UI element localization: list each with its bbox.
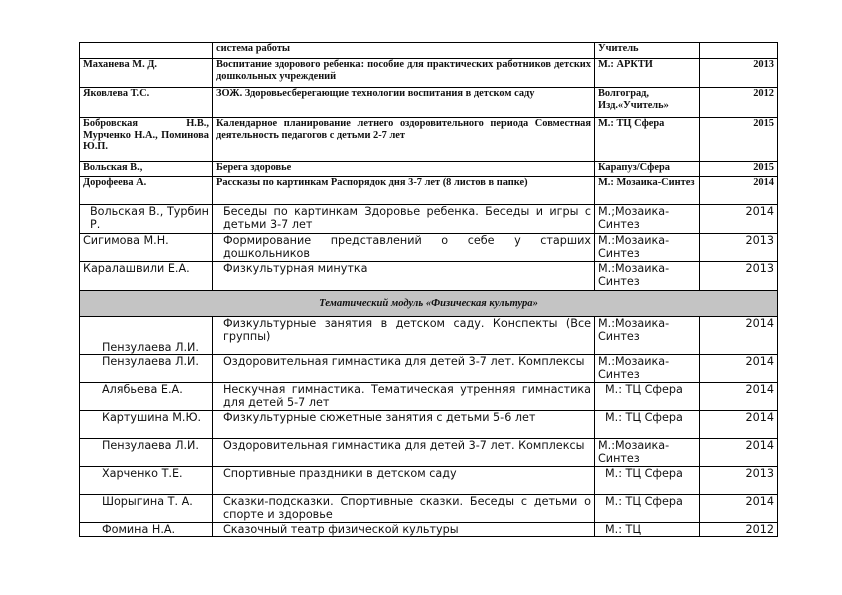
table-row [80,43,778,59]
author-cell: Пензулаева Л.И. [80,439,213,467]
title-cell: Формирование представлений о себе у старших дошкольников [213,234,595,262]
table-row [80,262,778,291]
author-cell: Дорофеева А. [80,177,213,205]
year-cell: 2015 [700,162,778,177]
year-cell: 2013 [700,467,778,495]
publisher-cell: М.: ТЦ Сфера [595,118,700,162]
table-row [80,205,778,234]
author-cell: Сигимова М.Н. [80,234,213,262]
author-cell: Каралашвили Е.А. [80,262,213,291]
year-cell: 2014 [700,411,778,439]
title-cell: Беседы по картинкам Здоровье ребенка. Беседы и игры с детьми 3-7 лет [213,205,595,234]
table-row [80,162,778,177]
publisher-cell: М.: АРКТИ [595,59,700,88]
table-row [80,439,778,467]
title-cell: Сказки-подсказки. Спортивные сказки. Беседы с детьми о спорте и здоровье [213,495,595,523]
title-cell: Календарное планирование летнего оздоровительного периода Совместная деятельность педагогов с детьми 2-7 лет [213,118,595,162]
publisher-cell: М.: ТЦ [595,523,700,537]
table-row [80,118,778,162]
year-cell: 2014 [700,205,778,234]
author-cell: Алябьева Е.А. [80,383,213,411]
publisher-cell: М.:Мозаика-Синтез [595,234,700,262]
table-row [80,234,778,262]
title-cell: Нескучная гимнастика. Тематическая утренняя гимнастика для детей 5-7 лет [213,383,595,411]
author-cell: Харченко Т.Е. [80,467,213,495]
table-row [80,59,778,88]
publisher-cell: М.: ТЦ Сфера [595,495,700,523]
publisher-cell: М.: ТЦ Сфера [595,467,700,495]
year-cell: 2013 [700,59,778,88]
author-cell [80,43,213,59]
title-cell: ЗОЖ. Здоровьесберегающие технологии воспитания в детском саду [213,88,595,118]
title-cell: Оздоровительная гимнастика для детей 3-7 лет. Комплексы [213,355,595,383]
year-cell: 2014 [700,439,778,467]
literature-table [79,42,778,537]
publisher-cell: М.:Мозаика-Синтез [595,355,700,383]
publisher-cell: М.:Мозаика-Синтез [595,317,700,355]
year-cell: 2012 [700,88,778,118]
title-cell: Сказочный театр физической культуры [213,523,595,537]
title-cell: Берега здоровье [213,162,595,177]
publisher-cell: М.:Мозаика-Синтез [595,439,700,467]
author-cell: Шорыгина Т. А. [80,495,213,523]
table-row [80,411,778,439]
year-cell: 2013 [700,262,778,291]
table-row [80,467,778,495]
title-cell: Спортивные праздники в детском саду [213,467,595,495]
module-title: Тематический модуль «Физическая культура» [80,291,778,317]
author-cell: Бобровская Н.В., Мурченко Н.А., Поминова Ю.П. [80,118,213,162]
title-cell: Воспитание здорового ребенка: пособие для практических работников детских дошкольных учреждений [213,59,595,88]
year-cell: 2014 [700,355,778,383]
module-header-row [80,291,778,317]
author-cell: Пензулаева Л.И. [80,317,213,355]
table-row [80,383,778,411]
title-cell: Рассказы по картинкам Распорядок дня 3-7 лет (8 листов в папке) [213,177,595,205]
title-cell: Физкультурная минутка [213,262,595,291]
title-cell: Физкультурные занятия в детском саду. Конспекты (Все группы) [213,317,595,355]
table-row [80,317,778,355]
year-cell: 2014 [700,383,778,411]
table-row [80,88,778,118]
publisher-cell: Учитель [595,43,700,59]
year-cell: 2014 [700,317,778,355]
year-cell: 2014 [700,177,778,205]
author-cell: Фомина Н.А. [80,523,213,537]
publisher-cell: М.: ТЦ Сфера [595,383,700,411]
year-cell [700,43,778,59]
publisher-cell: Карапуз/Сфера [595,162,700,177]
table-row [80,523,778,537]
publisher-cell: М.:Мозаика-Синтез [595,262,700,291]
year-cell: 2013 [700,234,778,262]
author-cell: Яковлева Т.С. [80,88,213,118]
year-cell: 2014 [700,495,778,523]
title-cell: Оздоровительная гимнастика для детей 3-7 лет. Комплексы [213,439,595,467]
table-row [80,495,778,523]
year-cell: 2012 [700,523,778,537]
publisher-cell: М.;Мозаика-Синтез [595,205,700,234]
table-row [80,355,778,383]
table-row [80,177,778,205]
publisher-cell: М.: ТЦ Сфера [595,411,700,439]
author-cell: Пензулаева Л.И. [80,355,213,383]
title-cell: система работы [213,43,595,59]
title-cell: Физкультурные сюжетные занятия с детьми 5-6 лет [213,411,595,439]
publisher-cell: Волгоград, Изд.«Учитель» [595,88,700,118]
author-cell: Вольская В., [80,162,213,177]
publisher-cell: М.: Мозаика-Синтез [595,177,700,205]
year-cell: 2015 [700,118,778,162]
author-cell: Картушина М.Ю. [80,411,213,439]
author-cell: Вольская В., Турбин Р. [80,205,213,234]
author-cell: Маханева М. Д. [80,59,213,88]
